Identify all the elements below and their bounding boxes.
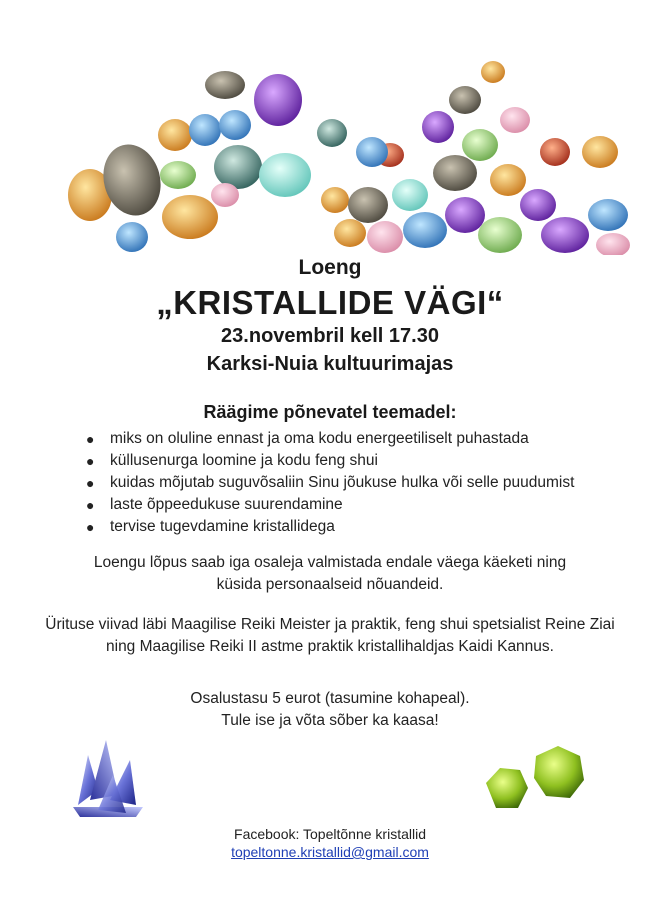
hosts-paragraph xyxy=(0,614,660,658)
bullet-icon: ● xyxy=(86,497,95,513)
email-link[interactable]: topeltonne.kristallid@gmail.com xyxy=(231,844,429,860)
topic-item xyxy=(80,428,620,450)
paragraph-line: Osalustasu 5 eurot (tasumine kohapeal). xyxy=(190,690,470,707)
topic-text: kuidas mõjutab suguvõsaliin Sinu jõukuse hulka või selle puudumist xyxy=(110,474,575,491)
topics-list xyxy=(80,428,620,538)
event-type-label: Loeng xyxy=(298,256,362,279)
paragraph-line: Tule ise ja võta sõber ka kaasa! xyxy=(221,712,439,729)
facebook-contact: Facebook: Topeltõnne kristallid xyxy=(234,826,426,842)
email-row xyxy=(0,844,660,862)
paragraph-line: Ürituse viivad läbi Maagilise Reiki Meister ja praktik, feng shui spetsialist Reine Ziai xyxy=(45,616,615,633)
topic-text: laste õppeedukuse suurendamine xyxy=(110,496,343,513)
event-date: 23.novembril kell 17.30 xyxy=(221,325,439,347)
event-title: „KRISTALLIDE VÄGI“ xyxy=(156,284,504,321)
topics-heading: Räägime põnevatel teemadel: xyxy=(203,402,457,422)
topic-text: küllusenurga loomine ja kodu feng shui xyxy=(110,452,378,469)
fee-paragraph xyxy=(0,688,660,732)
topic-text: miks on oluline ennast ja oma kodu energeetiliselt puhastada xyxy=(110,430,529,447)
event-venue: Karksi-Nuia kultuurimajas xyxy=(206,353,454,375)
bullet-icon: ● xyxy=(86,519,95,535)
peridot-gems-image xyxy=(478,738,588,828)
gemstones-cluster-image xyxy=(60,55,635,255)
bullet-icon: ● xyxy=(86,431,95,447)
topic-item xyxy=(80,472,620,494)
bullet-icon: ● xyxy=(86,453,95,469)
topic-item xyxy=(80,516,620,538)
paragraph-line: küsida personaalseid nõuandeid. xyxy=(216,576,444,593)
topic-item xyxy=(80,494,620,516)
bracelet-paragraph xyxy=(0,552,660,596)
paragraph-line: Loengu lõpus saab iga osaleja valmistada endale väega käeketi ning xyxy=(93,554,567,571)
topic-text: tervise tugevdamine kristallidega xyxy=(110,518,335,535)
topic-item xyxy=(80,450,620,472)
blue-crystal-cluster-image xyxy=(68,735,148,820)
bullet-icon: ● xyxy=(86,475,95,491)
paragraph-line: ning Maagilise Reiki II astme praktik kristallihaldjas Kaidi Kannus. xyxy=(106,638,554,655)
